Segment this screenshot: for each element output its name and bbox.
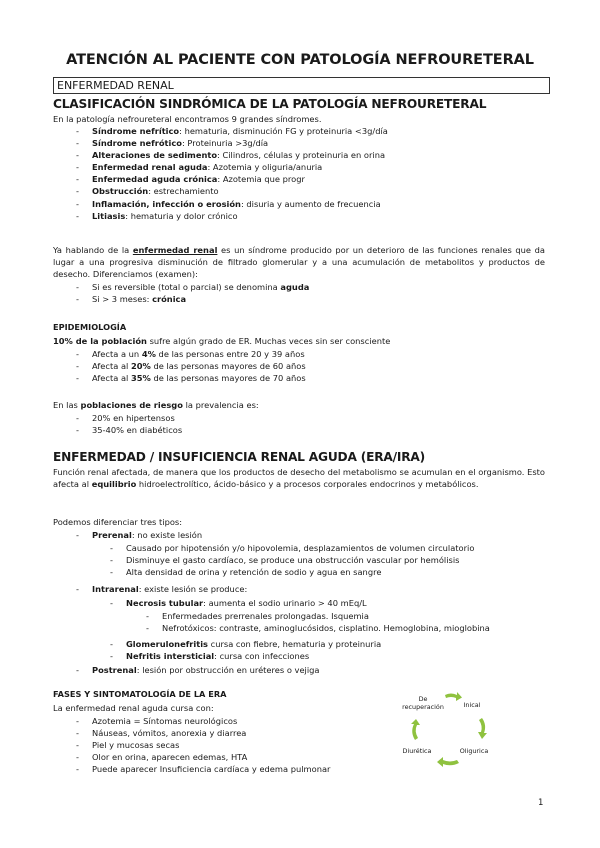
fases-intro: La enfermedad renal aguda cursa con:: [53, 703, 214, 713]
arrow-left-icon: [411, 719, 420, 740]
cycle-label-inicial: Inical: [463, 701, 481, 709]
glomerulo-list: [107, 638, 381, 662]
list-item: - Azotemia = Síntomas neurológicos: [73, 715, 330, 727]
arrow-right-icon: [478, 718, 487, 739]
fases-heading: FASES Y SINTOMATOLOGÍA DE LA ERA: [53, 689, 227, 699]
prerenal-sublist: [107, 542, 474, 578]
cycle-label-diuretica: Diurética: [402, 747, 432, 755]
list-item: - Alta densidad de orina y retención de sodio y agua en sangre: [107, 566, 474, 578]
tipos-intro: Podemos diferenciar tres tipos:: [53, 517, 183, 527]
epidemiologia-list: [73, 348, 306, 384]
list-item: - Alteraciones de sedimento: Cilindros, células y proteinuria en orina: [73, 149, 388, 161]
cycle-label-recuperacion: De recuperación: [402, 695, 444, 711]
postrenal-list: [73, 664, 320, 676]
list-item: - Afecta a un 4% de las personas entre 20 y 39 años: [73, 348, 306, 360]
list-item: - Necrosis tubular: aumenta el sodio urinario > 40 mEq/L: [107, 597, 367, 609]
list-item: - Síndrome nefrótico: Proteinuria >3g/día: [73, 137, 388, 149]
list-item: - Síndrome nefrítico: hematuria, disminución FG y proteinuria <3g/día: [73, 125, 388, 137]
list-item: - Glomerulonefritis cursa con fiebre, hematuria y proteinuria: [107, 638, 381, 650]
page-title: ATENCIÓN AL PACIENTE CON PATOLOGÍA NEFROURETERAL: [66, 52, 534, 68]
list-item: - Causado por hipotensión y/o hipovolemia, desplazamientos de volumen circulatorio: [107, 542, 474, 554]
list-item: - Náuseas, vómitos, anorexia y diarrea: [73, 727, 330, 739]
list-item: - Disminuye el gasto cardíaco, se produce una obstrucción vascular por hemólisis: [107, 554, 474, 566]
era-heading: ENFERMEDAD / INSUFICIENCIA RENAL AGUDA (ERA/IRA): [53, 450, 426, 464]
list-item: - Olor en orina, aparecen edemas, HTA: [73, 751, 330, 763]
prerenal-list: [73, 529, 202, 541]
list-item: - Litiasis: hematuria y dolor crónico: [73, 210, 388, 222]
page-number: 1: [538, 798, 544, 808]
list-item: - Si > 3 meses: crónica: [73, 293, 309, 305]
fases-cycle-diagram: [393, 688, 505, 776]
era-paragraph: Función renal afectada, de manera que los productos de desecho del metabolismo se acumulan en el organismo. Esto afecta al equilibrio hidroelectrolítico, ácido-básico y a procesos corporales endocrinos y metabólicos.: [53, 467, 545, 490]
arrow-top-icon: [445, 692, 462, 701]
list-item: - 35-40% en diabéticos: [73, 424, 182, 436]
list-item: - Enfermedad renal aguda: Azotemia y oliguria/anuria: [73, 161, 388, 173]
list-item: - 20% en hipertensos: [73, 412, 182, 424]
list-item: - Afecta al 20% de las personas mayores de 60 años: [73, 360, 306, 372]
list-item: - Enfermedades prerrenales prolongadas. Isquemia: [143, 610, 490, 622]
epidemiologia-lead: 10% de la población sufre algún grado de ER. Muchas veces sin ser consciente: [53, 336, 391, 346]
section-heading-box: ENFERMEDAD RENAL: [53, 77, 550, 94]
fases-list: [73, 715, 330, 775]
list-item: - Postrenal: lesión por obstrucción en uréteres o vejiga: [73, 664, 320, 676]
epidemiologia-heading: EPIDEMIOLOGÍA: [53, 322, 127, 332]
enfermedad-renal-paragraph: Ya hablando de la enfermedad renal es un síndrome producido por un deterioro de las funciones renales que da lugar a una progresiva disminución de filtrado glomerular y a una acumulación de metabolitos y productos de desecho. Diferenciamos (examen):: [53, 245, 546, 280]
list-item: - Si es reversible (total o parcial) se denomina aguda: [73, 281, 309, 293]
list-item: - Nefritis intersticial: cursa con infecciones: [107, 650, 381, 662]
list-item: - Enfermedad aguda crónica: Azotemia que progr: [73, 173, 388, 185]
necrosis-list: [107, 597, 367, 609]
tipos-er-list: [73, 281, 309, 305]
arrow-bottom-icon: [437, 757, 459, 767]
list-item: - Intrarenal: existe lesión se produce:: [73, 583, 247, 595]
list-item: - Nefrotóxicos: contraste, aminoglucósidos, cisplatino. Hemoglobina, mioglobina: [143, 622, 490, 634]
cycle-label-oligurica: Oligurica: [459, 747, 489, 755]
list-item: - Afecta al 35% de las personas mayores de 70 años: [73, 372, 306, 384]
list-item: - Obstrucción: estrechamiento: [73, 185, 388, 197]
sindromes-list: [73, 125, 388, 222]
intrarenal-list: [73, 583, 247, 595]
list-item: - Puede aparecer Insuficiencia cardíaca y edema pulmonar: [73, 763, 330, 775]
list-item: - Piel y mucosas secas: [73, 739, 330, 751]
list-item: - Inflamación, infección o erosión: disuria y aumento de frecuencia: [73, 198, 388, 210]
riesgo-paragraph: En las poblaciones de riesgo la prevalencia es:: [53, 400, 259, 410]
clasificacion-heading: CLASIFICACIÓN SINDRÓMICA DE LA PATOLOGÍA NEFROURETERAL: [53, 97, 487, 111]
clasificacion-intro: En la patología nefroureteral encontramos 9 grandes síndromes.: [53, 114, 322, 124]
list-item: - Prerenal: no existe lesión: [73, 529, 202, 541]
necrosis-sublist: [143, 610, 490, 634]
riesgo-list: [73, 412, 182, 436]
